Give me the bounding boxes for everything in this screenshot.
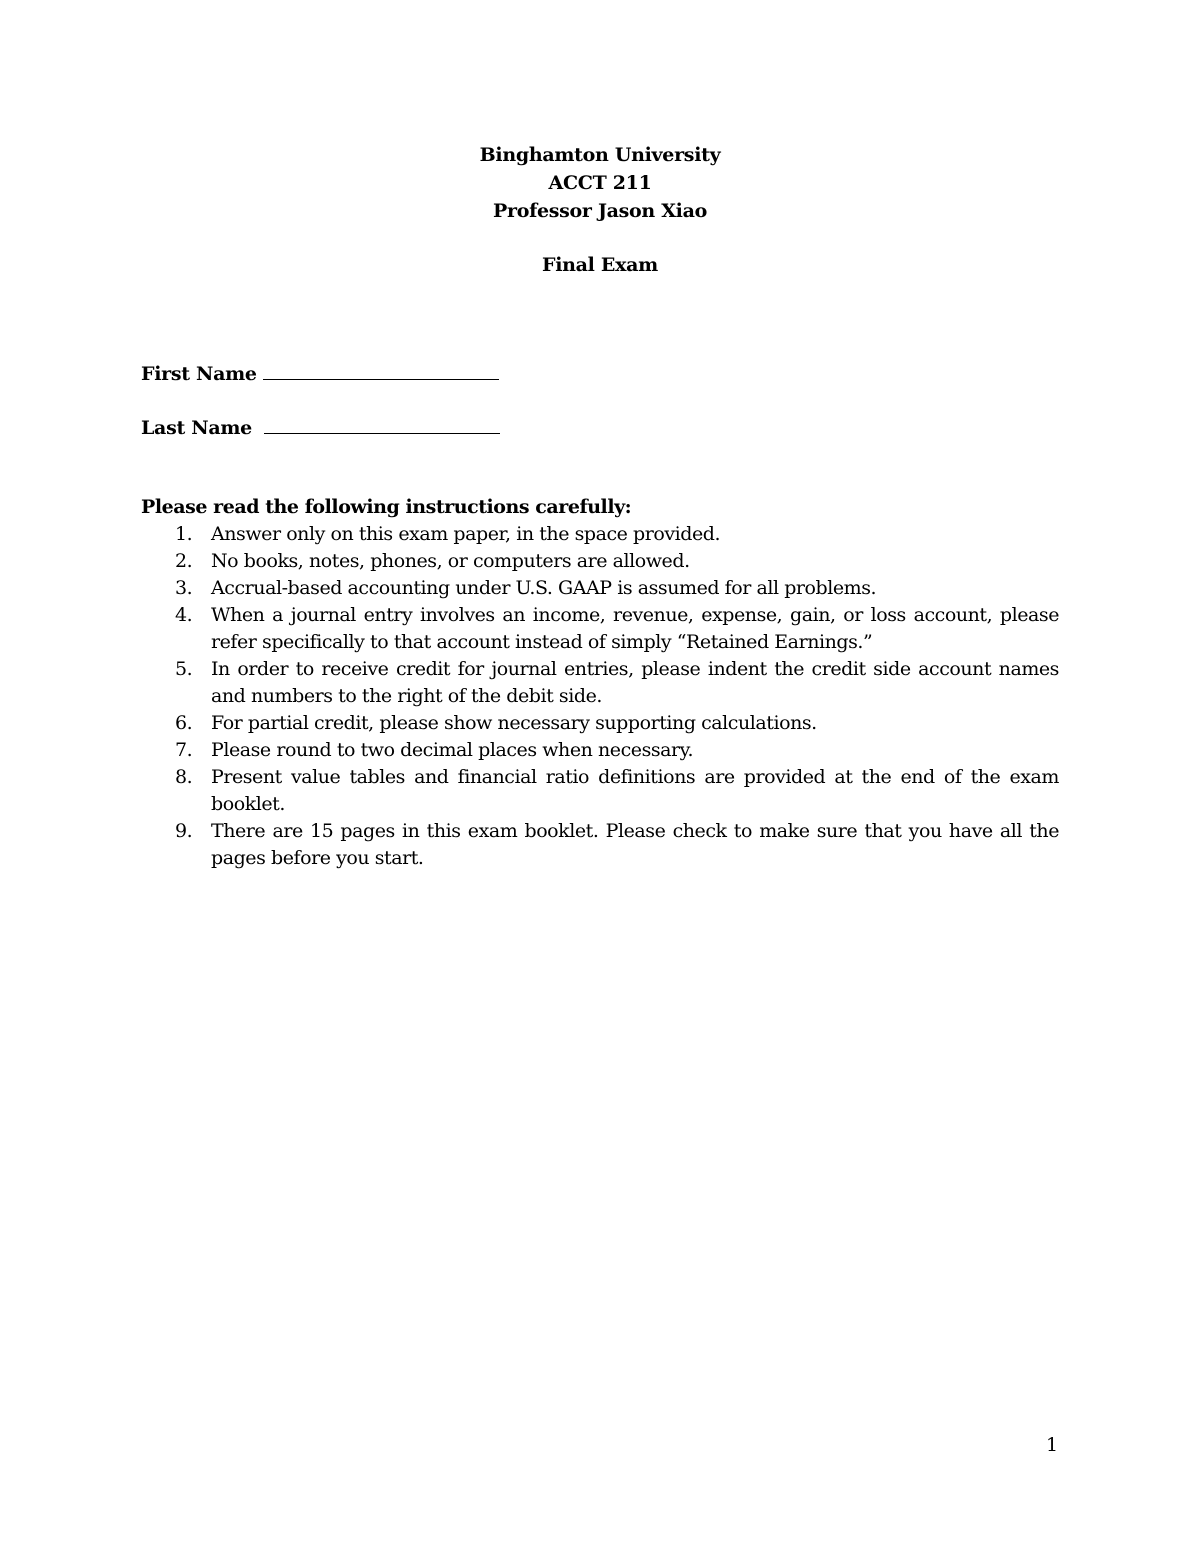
instruction-text: No books, notes, phones, or computers are allowed. (211, 550, 690, 572)
instructions-heading: Please read the following instructions carefully: (141, 496, 632, 518)
instruction-text: Please round to two decimal places when necessary. (211, 739, 694, 761)
instruction-item (141, 521, 1059, 548)
instruction-item (141, 737, 1059, 764)
instructions-list (141, 521, 1059, 872)
instruction-item (141, 548, 1059, 575)
first-name-label: First Name (141, 363, 257, 385)
instruction-number: 3. (175, 577, 193, 599)
exam-title: Final Exam (542, 254, 658, 276)
instruction-text: When a journal entry involves an income, revenue, expense, gain, or loss account, please refer specifically to that account instead of simply “Retained Earnings.” (211, 604, 1059, 653)
instruction-number: 8. (175, 766, 193, 788)
instruction-item (141, 764, 1059, 818)
instruction-item (141, 818, 1059, 872)
instruction-text: Answer only on this exam paper, in the space provided. (211, 523, 721, 545)
professor-name: Professor Jason Xiao (493, 200, 707, 222)
page-number: 1 (1046, 1434, 1059, 1456)
university-name: Binghamton University (479, 144, 721, 166)
instruction-number: 2. (175, 550, 193, 572)
instruction-item (141, 575, 1059, 602)
instruction-item (141, 656, 1059, 710)
instruction-item (141, 602, 1059, 656)
course-code: ACCT 211 (548, 172, 652, 194)
instructions-section (141, 494, 1059, 872)
instruction-text: In order to receive credit for journal entries, please indent the credit side account names and numbers to the right of the debit side. (211, 658, 1059, 707)
last-name-field (141, 413, 500, 442)
instruction-number: 1. (175, 523, 193, 545)
instruction-number: 7. (175, 739, 193, 761)
instruction-number: 4. (175, 604, 193, 626)
instruction-text: For partial credit, please show necessary supporting calculations. (211, 712, 817, 734)
first-name-field (141, 359, 499, 388)
last-name-label: Last Name (141, 417, 252, 439)
instruction-text: There are 15 pages in this exam booklet. Please check to make sure that you have all the pages before you start. (211, 820, 1059, 869)
first-name-blank-line[interactable] (263, 359, 499, 380)
exam-header (0, 141, 1200, 279)
instruction-text: Accrual-based accounting under U.S. GAAP is assumed for all problems. (211, 577, 877, 599)
instruction-number: 6. (175, 712, 193, 734)
instruction-item (141, 710, 1059, 737)
instruction-number: 9. (175, 820, 193, 842)
instruction-number: 5. (175, 658, 193, 680)
last-name-blank-line[interactable] (264, 413, 500, 434)
instruction-text: Present value tables and financial ratio definitions are provided at the end of the exam booklet. (211, 766, 1059, 815)
